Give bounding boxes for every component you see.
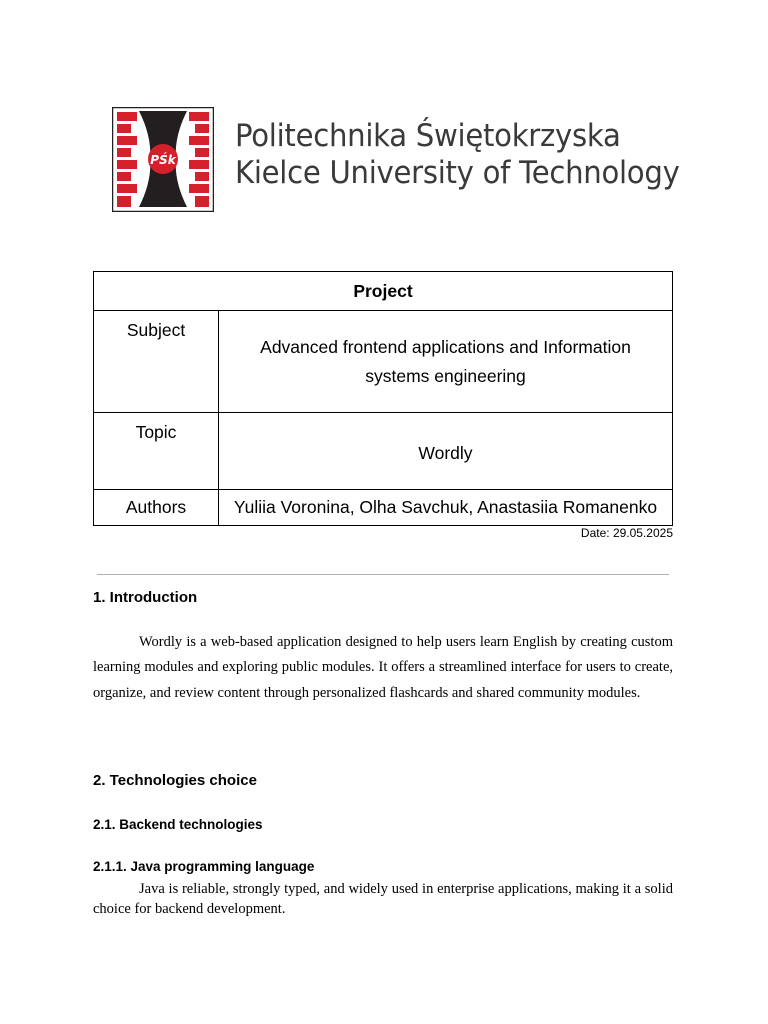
authors-value: Yuliia Voronina, Olha Savchuk, Anastasiia Romanenko: [219, 490, 673, 526]
introduction-paragraph: Wordly is a web-based application designed to help users learn English by creating custom learning modules and exploring public modules. It offers a streamlined interface for users to create, organize, and review content through personalized flashcards and shared community modules.: [93, 634, 673, 701]
topic-label: Topic: [94, 413, 219, 490]
table-row-topic: [94, 413, 673, 490]
table-header-row: [94, 272, 673, 311]
java-paragraph: Java is reliable, strongly typed, and widely used in enterprise applications, making it a solid choice for backend development.: [93, 881, 673, 917]
table-title: Project: [94, 272, 673, 311]
heading-java-language: 2.1.1. Java programming language: [93, 859, 315, 874]
document-date: Date: 29.05.2025: [580, 526, 673, 540]
university-name-english: Kielce University of Technology: [235, 155, 680, 191]
table-row-authors: [94, 490, 673, 526]
logo-mark-text: PŚk: [150, 153, 176, 167]
university-name-polish: Politechnika Świętokrzyska: [235, 118, 621, 154]
table-row-subject: [94, 311, 673, 413]
horizontal-divider: [97, 574, 669, 575]
heading-backend-technologies: 2.1. Backend technologies: [93, 817, 263, 832]
heading-technologies-choice: 2. Technologies choice: [93, 772, 257, 789]
project-info-table: [93, 271, 673, 526]
subject-label: Subject: [94, 311, 219, 413]
heading-introduction: 1. Introduction: [93, 589, 198, 606]
university-logo: [112, 107, 214, 212]
authors-label: Authors: [94, 490, 219, 526]
university-name: [235, 118, 708, 192]
subject-value: Advanced frontend applications and Information systems engineering: [219, 311, 673, 413]
topic-value: Wordly: [219, 413, 673, 490]
